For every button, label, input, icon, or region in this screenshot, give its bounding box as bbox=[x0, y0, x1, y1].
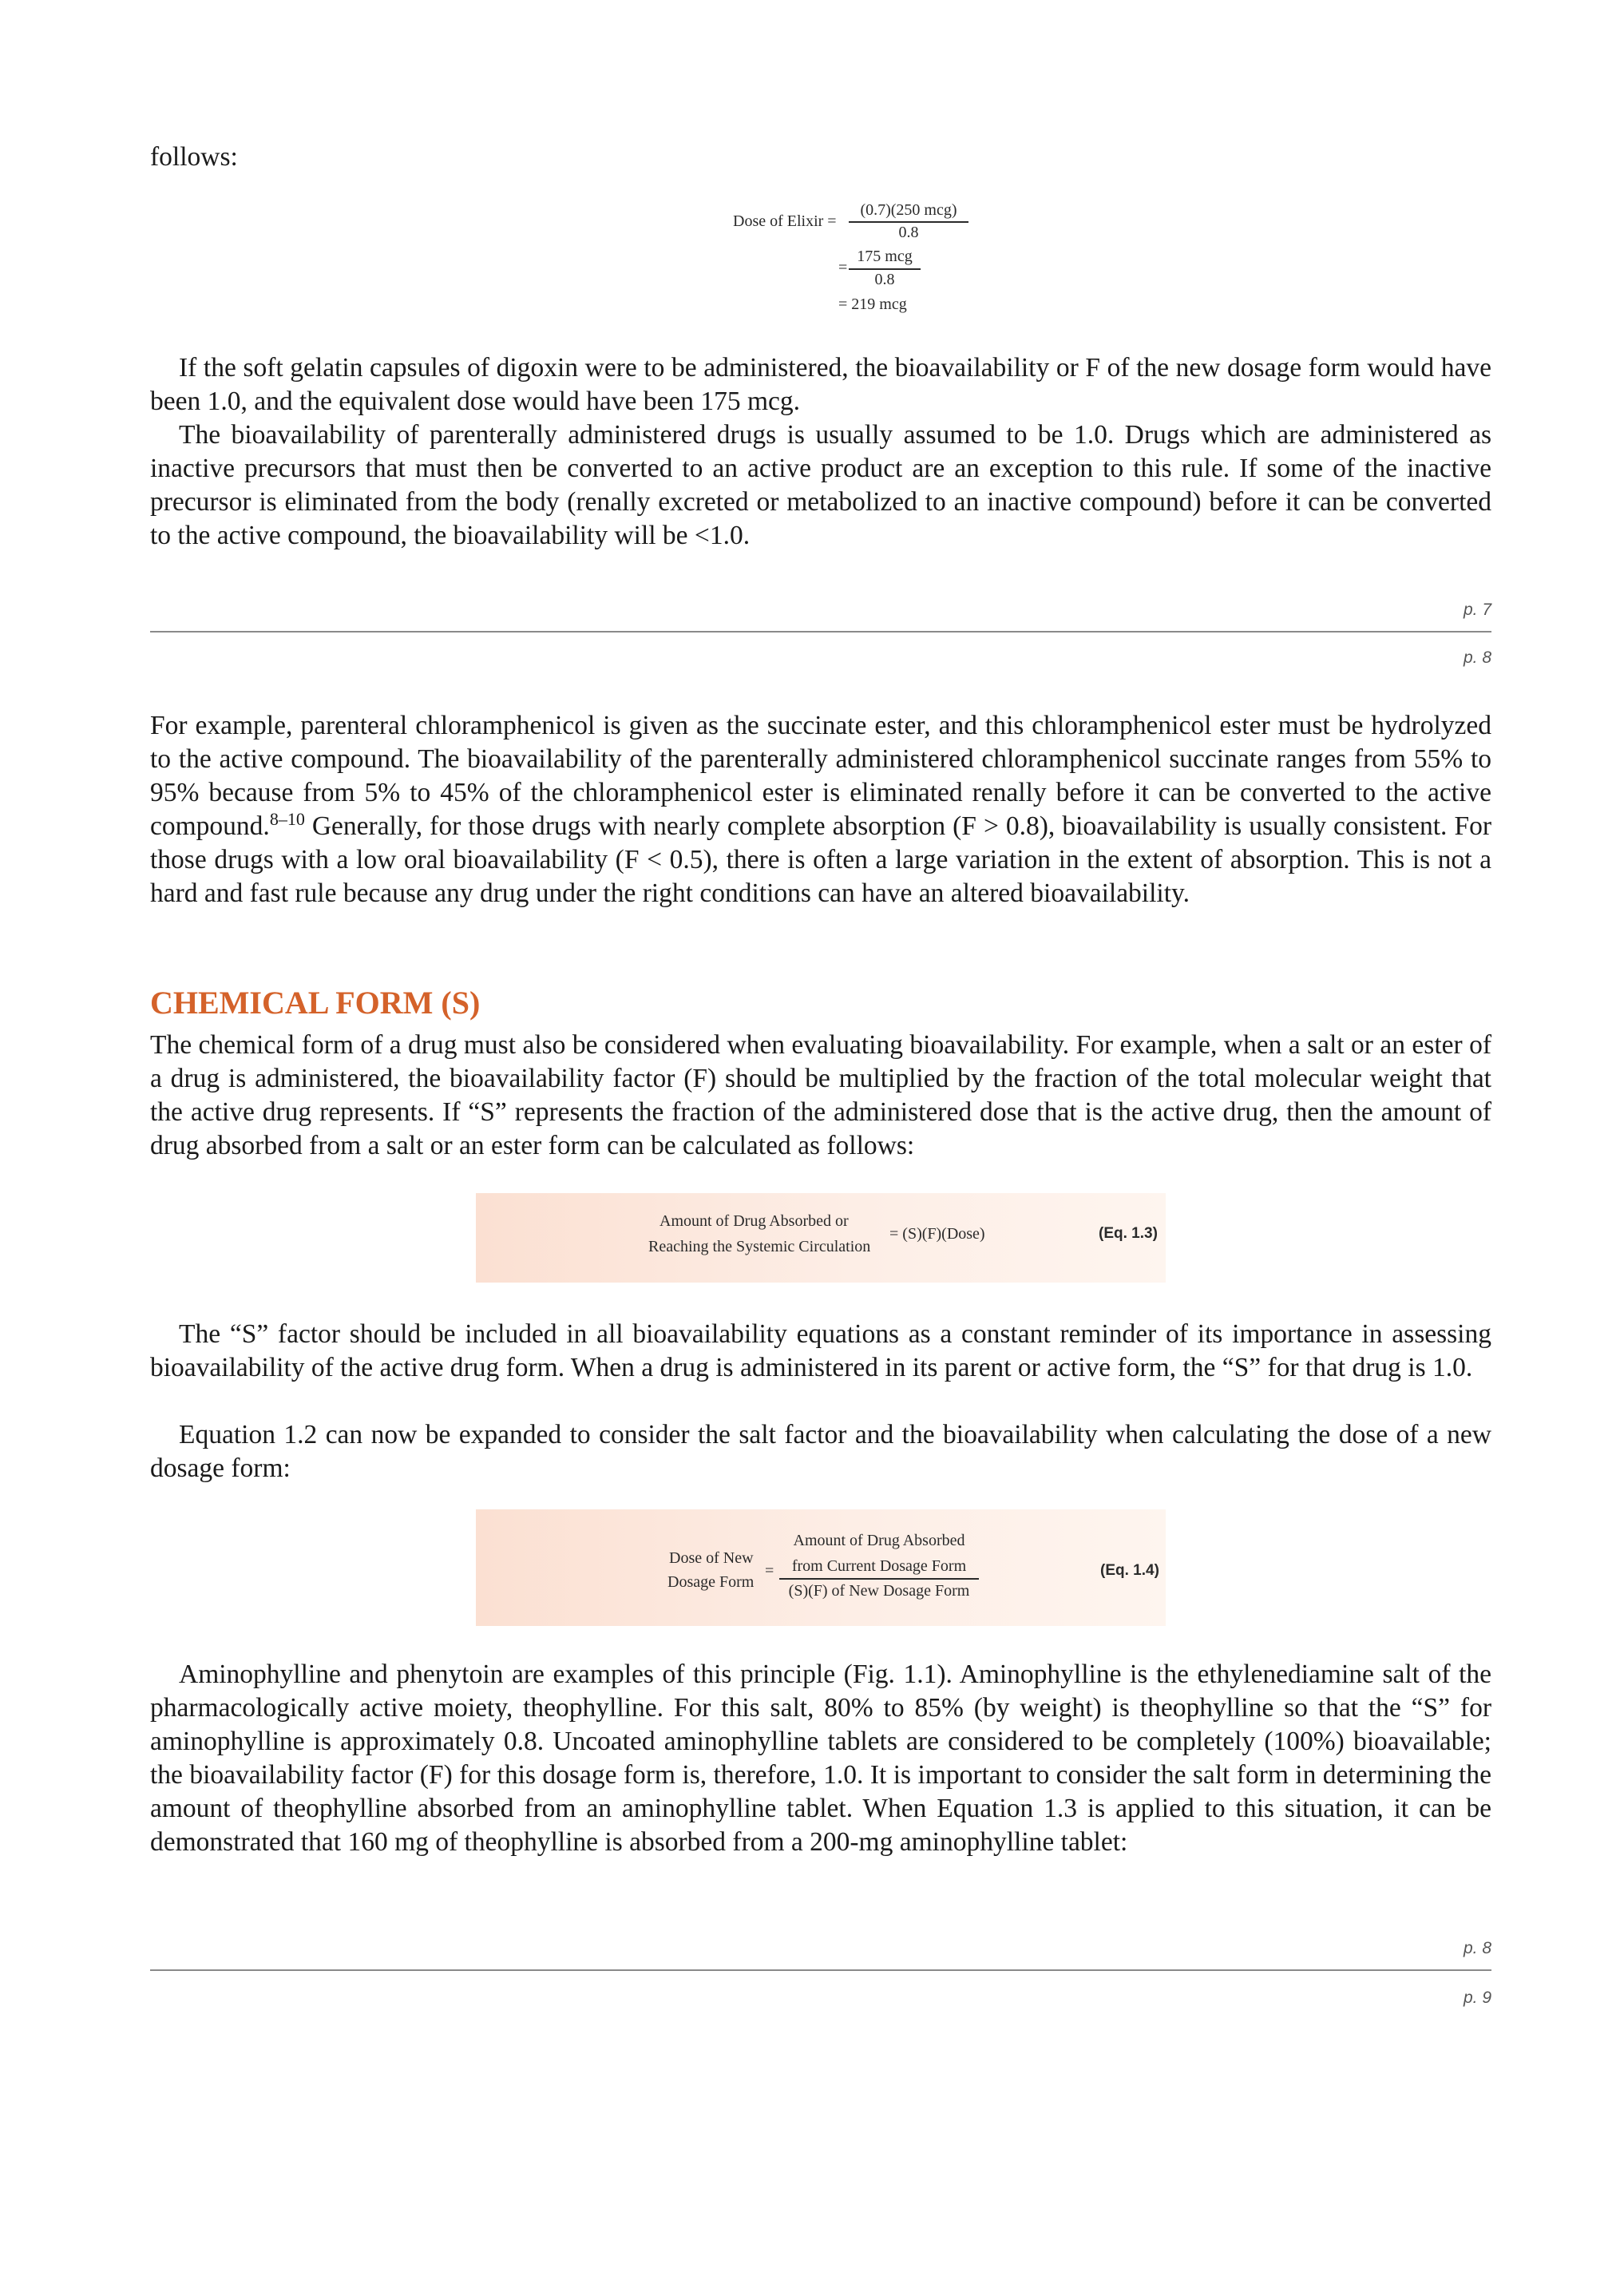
follows-text: follows: bbox=[150, 142, 238, 172]
equation-denominator: (S)(F) of New Dosage Form bbox=[788, 1582, 970, 1600]
equation-label: (Eq. 1.3) bbox=[1099, 1225, 1158, 1242]
equation-numerator: (0.7)(250 mcg) bbox=[860, 201, 957, 219]
equation-equals: = bbox=[838, 259, 848, 276]
paragraph: The “S” factor should be included in all bioavailability equations as a constant reminder of its importance in assessing bioavailability of the active drug form. When a drug is administered in its parent or active form, the “S” for that drug is 1.0. bbox=[150, 1319, 1491, 1382]
fraction-bar bbox=[849, 221, 968, 223]
fraction-bar bbox=[849, 268, 921, 270]
equation-numerator-line1: Amount of Drug Absorbed bbox=[793, 1532, 965, 1549]
paragraph: The chemical form of a drug must also be considered when evaluating bioavailability. For example, when a salt or an ester of a drug is administered, the bioavailability factor (F) should be multiplied by the fraction of the total molecular weight that the active drug represents. If “S” represents the fraction of the administered dose that is the active drug, then the amount of drug absorbed from a salt or an ester form can be calculated as follows: bbox=[150, 1030, 1491, 1160]
page-marker: p. 7 bbox=[1463, 601, 1491, 619]
equation-equals: = bbox=[765, 1562, 774, 1580]
equation-lhs-line1: Dose of New bbox=[669, 1549, 754, 1567]
equation-lhs-line2: Reaching the Systemic Circulation bbox=[648, 1238, 871, 1255]
paragraph-text: For example, parenteral chloramphenicol is given as the succinate ester, and this chloramphenicol ester must be hydrolyzed to the active compound. The bioavailability of the parenterally administered chloramphenicol succinate ranges from 55% to 95% because from 5% to 45% of the chloramphenicol ester is eliminated renally before it can be converted to the active compound. bbox=[150, 711, 1491, 841]
paragraph: If the soft gelatin capsules of digoxin were to be administered, the bioavailability or F of the new dosage form would have been 1.0, and the equivalent dose would have been 175 mcg. bbox=[150, 353, 1491, 416]
paragraph bbox=[150, 709, 1491, 910]
equation-result: = 219 mcg bbox=[838, 295, 907, 313]
equation-denominator: 0.8 bbox=[874, 271, 895, 288]
equation-1-3 bbox=[476, 1193, 1166, 1283]
equation-1-4 bbox=[476, 1509, 1166, 1626]
paragraph: The bioavailability of parenterally administered drugs is usually assumed to be 1.0. Drugs which are administered as inactive precursors that must then be converted to an active product are an exception to this rule. If some of the inactive precursor is eliminated from the body (renally excreted or metabolized to an inactive compound) before it can be converted to the active compound, the bioavailability will be <1.0. bbox=[150, 420, 1491, 550]
section-heading: CHEMICAL FORM (S) bbox=[150, 985, 481, 1021]
paragraph: Aminophylline and phenytoin are examples of this principle (Fig. 1.1). Aminophylline is the ethylenediamine salt of the pharmacologically active moiety, theophylline. For this salt, 80% to 85% (by weight) is theophylline so that the “S” for aminophylline is approximately 0.8. Uncoated aminophylline tablets are considered to be completely (100%) bioavailable; the bioavailability factor (F) for this dosage form is, therefore, 1.0. It is important to consider the salt form in determining the amount of theophylline absorbed from an aminophylline tablet. When Equation 1.3 is applied to this situation, it can be demonstrated that 160 mg of theophylline is absorbed from a 200-mg aminophylline tablet: bbox=[150, 1660, 1491, 1857]
equation-denominator: 0.8 bbox=[898, 224, 919, 241]
equation-numerator: 175 mcg bbox=[857, 248, 913, 265]
equation-rhs: = (S)(F)(Dose) bbox=[889, 1225, 985, 1243]
page-marker: p. 8 bbox=[1463, 1939, 1491, 1957]
equation-lhs-line1: Amount of Drug Absorbed or bbox=[660, 1212, 849, 1230]
paragraph: Equation 1.2 can now be expanded to consider the salt factor and the bioavailability when calculating the dose of a new dosage form: bbox=[150, 1420, 1491, 1483]
equation-numerator-line2: from Current Dosage Form bbox=[791, 1557, 967, 1575]
page-break-rule bbox=[150, 1969, 1491, 1971]
fraction-bar bbox=[779, 1578, 979, 1580]
page-marker: p. 9 bbox=[1463, 1989, 1491, 2007]
page-marker: p. 8 bbox=[1463, 648, 1491, 667]
equation-lhs: Dose of Elixir = bbox=[733, 212, 837, 230]
reference-superscript: 8–10 bbox=[269, 809, 305, 829]
equation-lhs-line2: Dosage Form bbox=[667, 1573, 755, 1591]
paragraph-text: Generally, for those drugs with nearly complete absorption (F > 0.8), bioavailability is usually consistent. For those drugs with a low oral bioavailability (F < 0.5), there is often a large variation in the extent of absorption. This is not a hard and fast rule because any drug under the right conditions can have an altered bioavailability. bbox=[150, 811, 1491, 908]
page-break-rule bbox=[150, 631, 1491, 632]
equation-label: (Eq. 1.4) bbox=[1100, 1562, 1159, 1579]
